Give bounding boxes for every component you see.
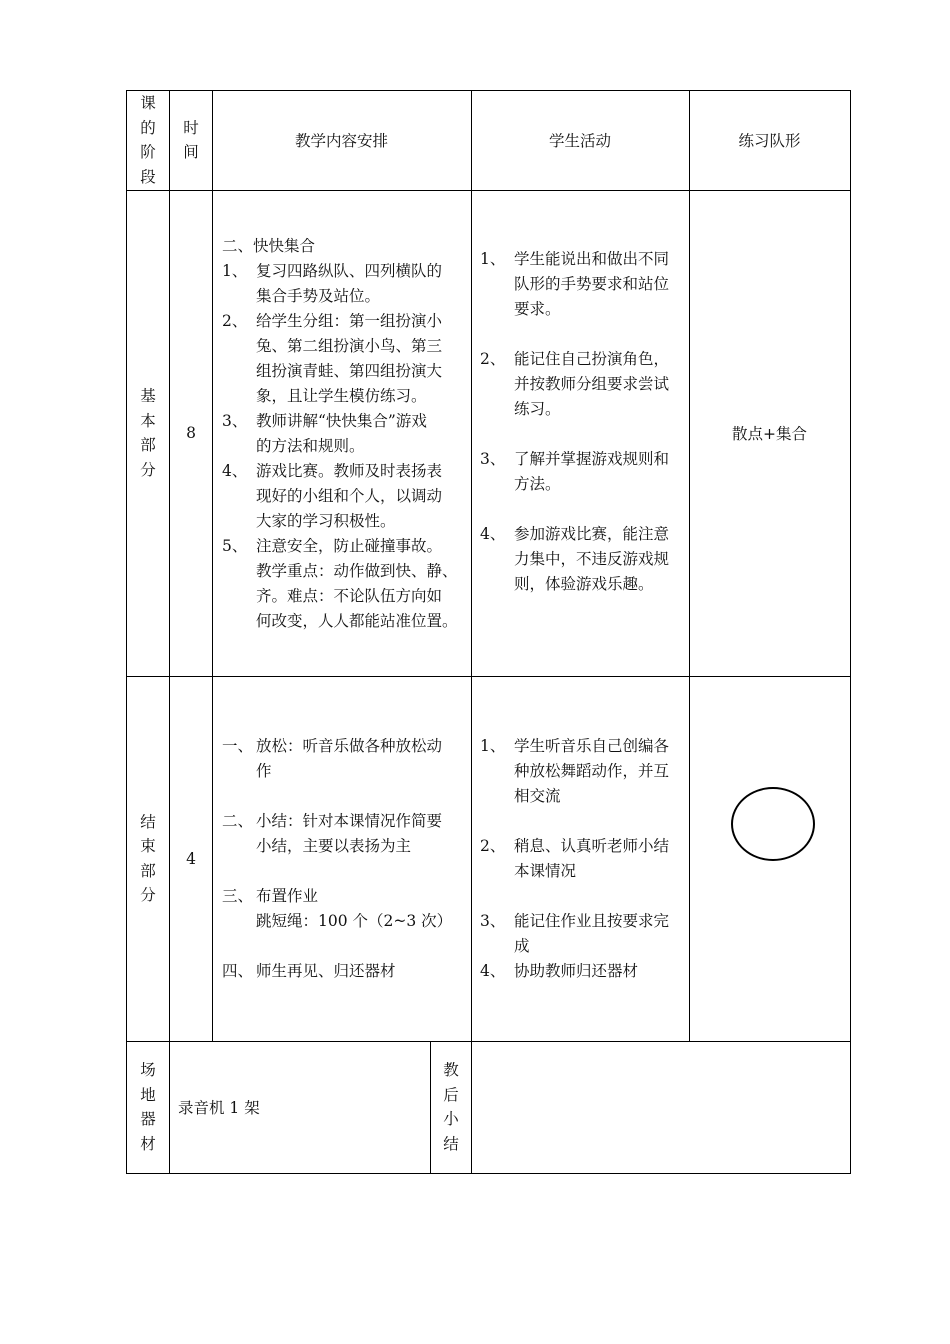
header-stage: 课 的 阶 段 [140, 94, 156, 186]
list-item: 1、 学生能说出和做出不同 队形的手势要求和站位 要求。 [480, 250, 670, 318]
equipment-value: 录音机 1 架 [178, 1099, 260, 1117]
basic-activity-list [480, 247, 686, 597]
list-item: 5、 注意安全，防止碰撞事故。 教学重点：动作做到快、静、 齐。难点：不论队伍方向如 何改变，人人都能站准位置。 [222, 537, 458, 630]
list-item: 4、 协助教师归还器材 [480, 962, 639, 980]
equipment-label: 场 地 器 材 [140, 1061, 156, 1153]
list-item: 1、 学生听音乐自己创编各 种放松舞蹈动作，并互 相交流 [480, 737, 670, 805]
circle-formation-diagram [731, 787, 815, 861]
ending-content-list [222, 734, 468, 984]
list-item: 3、 能记住作业且按要求完 成 [480, 912, 670, 955]
list-item: 2、 稍息、认真听老师小结 本课情况 [480, 837, 670, 880]
header-time: 时 间 [183, 118, 199, 161]
list-item: 4、 参加游戏比赛，能注意 力集中，不违反游戏规 则，体验游戏乐趣。 [480, 525, 670, 593]
header-activity: 学生活动 [548, 132, 611, 150]
ending-activity-list [480, 734, 686, 984]
header-formation: 练习队形 [738, 132, 801, 150]
basic-formation: 散点+集合 [732, 425, 807, 443]
list-item: 二、快快集合 [222, 237, 316, 255]
header-content: 教学内容安排 [294, 132, 388, 150]
summary-label: 教 后 小 结 [443, 1061, 459, 1153]
basic-stage: 基 本 部 分 [140, 387, 156, 479]
list-item: 二、 小结：针对本课情况作简要 小结，主要以表扬为主 [222, 812, 443, 855]
ending-time: 4 [186, 849, 196, 868]
list-item: 4、 游戏比赛。教师及时表扬表 现好的小组和个人，以调动 大家的学习积极性。 [222, 462, 443, 530]
list-item: 三、 布置作业 跳短绳：100 个（2~3 次） [222, 887, 453, 930]
list-item: 一、 放松：听音乐做各种放松动 作 [222, 737, 443, 780]
basic-time: 8 [186, 424, 196, 442]
list-item: 2、 能记住自己扮演角色， 并按教师分组要求尝试 练习。 [480, 350, 670, 418]
basic-content-list [222, 234, 468, 634]
ending-stage: 结 束 部 分 [140, 812, 156, 904]
list-item: 2、 给学生分组：第一组扮演小 兔、第二组扮演小鸟、第三 组扮演青蛙、第四组扮演大 象，且让学生模仿练习。 [222, 312, 443, 405]
list-item: 四、 师生再见、归还器材 [222, 962, 396, 980]
list-item: 3、 教师讲解“快快集合”游戏 的方法和规则。 [222, 412, 427, 455]
list-item: 3、 了解并掌握游戏规则和 方法。 [480, 450, 670, 493]
list-item: 1、 复习四路纵队、四列横队的 集合手势及站位。 [222, 262, 443, 305]
